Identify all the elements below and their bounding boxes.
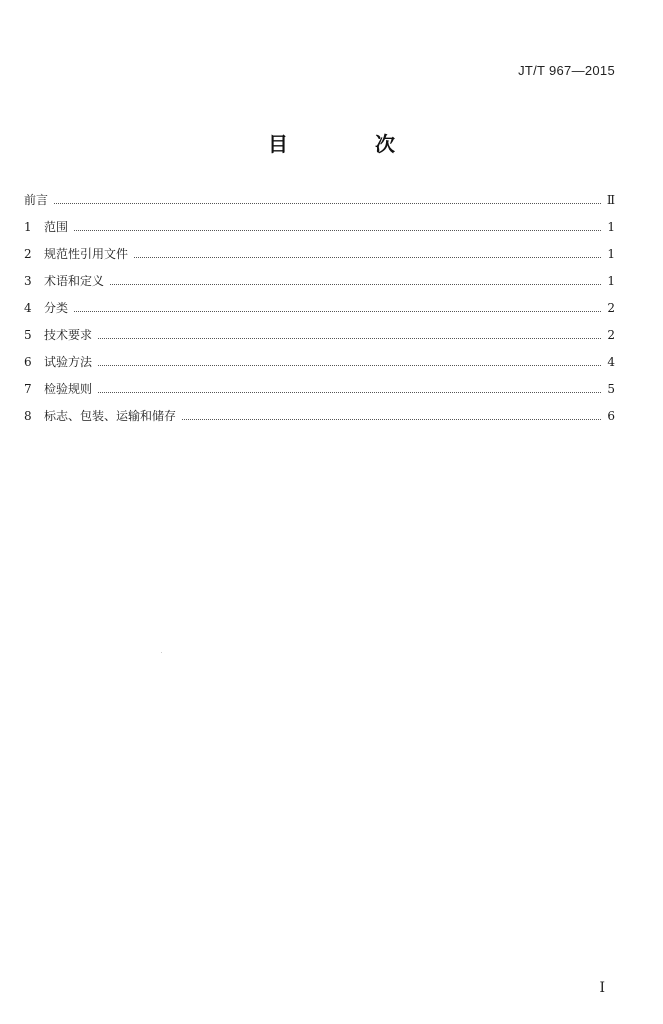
toc-entry-terms-definitions[interactable] xyxy=(24,272,615,299)
toc-leader-dots xyxy=(98,364,601,366)
toc-leader-dots xyxy=(74,310,601,312)
toc-entry-label: 规范性引用文件 xyxy=(44,247,129,261)
toc-entry-number: 7 xyxy=(24,382,32,396)
toc-entry-test-methods[interactable] xyxy=(24,353,615,380)
toc-leader-dots xyxy=(182,418,601,420)
toc-leader-dots xyxy=(134,256,601,258)
toc-entry-page: 1 xyxy=(607,220,615,234)
toc-entry-label: 技术要求 xyxy=(44,328,93,342)
toc-entry-page: 6 xyxy=(607,409,615,423)
toc-entry-number: 2 xyxy=(24,247,32,261)
toc-leader-dots xyxy=(110,283,601,285)
toc-entry-classification[interactable] xyxy=(24,299,615,326)
scan-speck xyxy=(161,652,162,653)
toc-entry-page: 5 xyxy=(607,382,615,396)
toc-title: 目 次 xyxy=(268,132,435,156)
toc-entry-page: 1 xyxy=(607,274,615,288)
table-of-contents xyxy=(24,191,615,434)
toc-entry-number: 8 xyxy=(24,409,32,423)
document-code: JT/T 967—2015 xyxy=(518,63,615,78)
toc-entry-scope[interactable] xyxy=(24,218,615,245)
toc-entry-page: 1 xyxy=(607,247,615,261)
toc-entry-marking-packaging[interactable] xyxy=(24,407,615,434)
toc-entry-label: 分类 xyxy=(44,301,69,315)
toc-entry-technical-requirements[interactable] xyxy=(24,326,615,353)
toc-entry-normative-references[interactable] xyxy=(24,245,615,272)
toc-entry-label: 检验规则 xyxy=(44,382,93,396)
toc-entry-foreword[interactable] xyxy=(24,191,615,218)
toc-entry-label: 标志、包装、运输和储存 xyxy=(44,409,177,423)
toc-leader-dots xyxy=(54,202,601,204)
toc-leader-dots xyxy=(98,391,601,393)
toc-entry-number: 3 xyxy=(24,274,32,288)
toc-entry-page: 2 xyxy=(607,328,615,342)
toc-entry-page: Ⅱ xyxy=(606,193,615,207)
toc-entry-page: 2 xyxy=(607,301,615,315)
toc-entry-number: 4 xyxy=(24,301,32,315)
toc-leader-dots xyxy=(98,337,601,339)
toc-entry-inspection-rules[interactable] xyxy=(24,380,615,407)
toc-entry-label: 范围 xyxy=(44,220,69,234)
toc-entry-number: 6 xyxy=(24,355,32,369)
toc-entry-number: 5 xyxy=(24,328,32,342)
toc-entry-page: 4 xyxy=(607,355,615,369)
footer-page-number: I xyxy=(599,980,605,996)
toc-entry-label: 术语和定义 xyxy=(44,274,105,288)
toc-entry-label: 前言 xyxy=(24,193,49,207)
toc-entry-number: 1 xyxy=(24,220,32,234)
toc-leader-dots xyxy=(74,229,601,231)
toc-entry-label: 试验方法 xyxy=(44,355,93,369)
